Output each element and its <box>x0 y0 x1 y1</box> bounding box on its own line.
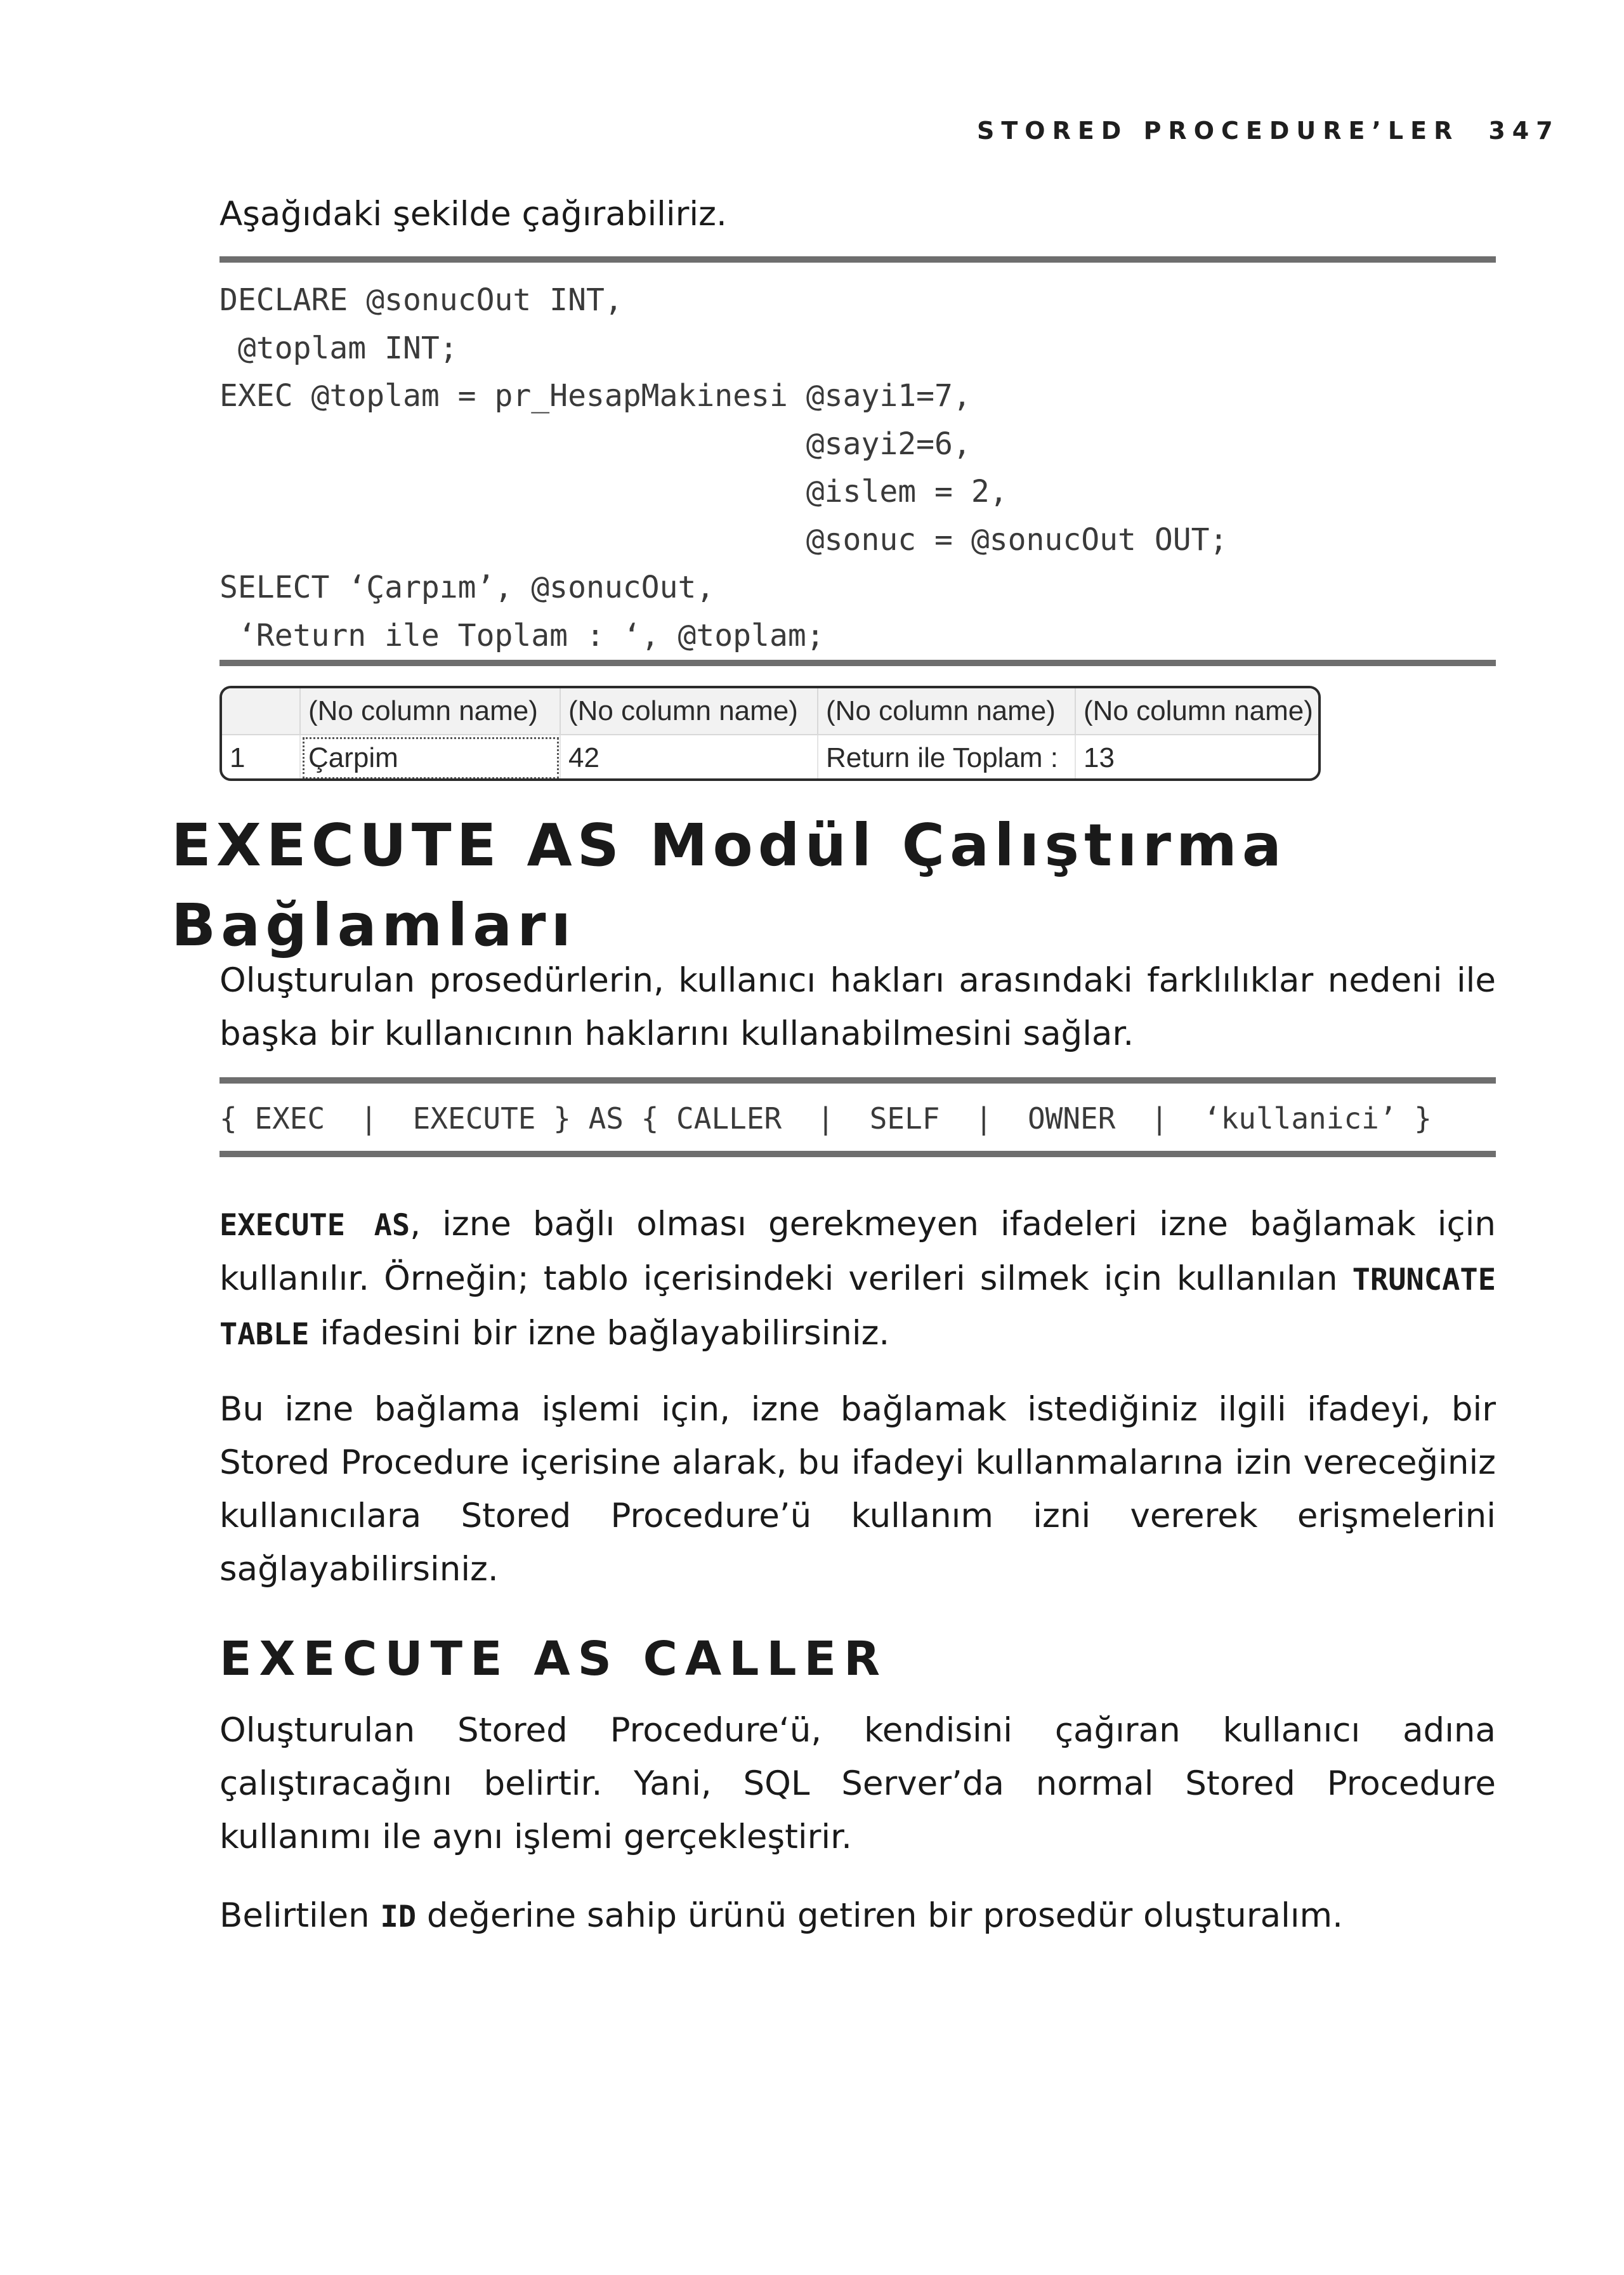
paragraph-5-text-b: değerine sahip ürünü getiren bir prosedür oluşturalım. <box>416 1896 1344 1935</box>
paragraph-4: Oluşturulan Stored Procedure‘ü, kendisini çağıran kullanıcı adına çalıştıracağını belirtir. Yani, SQL Server’da normal Stored Procedure kullanımı ile aynı işlemi gerçekleştirir. <box>219 1711 1496 1856</box>
subheading-execute-as-caller: EXECUTE AS CALLER <box>219 1632 888 1686</box>
running-head <box>977 117 1586 145</box>
results-header-row <box>222 688 1318 735</box>
code-block-exec: DECLARE @sonucOut INT, @toplam INT; EXEC @toplam = pr_HesapMakinesi @sayi1=7, @sayi2=6, @islem = 2, @sonuc = @sonucOut OUT; SELECT ‘Çarpım’, @sonucOut, ‘Return ile Toplam : ‘, @toplam; <box>219 282 1228 653</box>
results-cell[interactable]: Return ile Toplam : <box>818 735 1076 781</box>
section-heading-line1: EXECUTE AS Modül Çalıştırma <box>171 811 1287 879</box>
paragraph-1: Oluşturulan prosedürlerin, kullanıcı hakları arasındaki farklılıklar nedeni ile başka bir kullanıcının haklarını kullanabilmesini sağlar. <box>219 961 1496 1053</box>
section-heading-line2: Bağlamları <box>171 891 577 959</box>
paragraph-2 <box>219 1198 1496 1361</box>
syntax-rule-bottom <box>219 1151 1496 1157</box>
paragraph-2-text-b: ifadesini bir izne bağlayabilirsiniz. <box>309 1314 890 1353</box>
results-cell[interactable]: 42 <box>561 735 818 781</box>
syntax-rule-top <box>219 1077 1496 1084</box>
inline-code-id: ID <box>380 1899 417 1934</box>
running-head-title: STORED PROCEDURE’LER <box>977 117 1460 145</box>
results-grid <box>219 686 1321 781</box>
paragraph-2-text-a: , izne bağlı olması gerekmeyen ifadeleri izne bağlamak için kullanılır. Örneğin; tablo içerisindeki verileri silmek için kullanılan <box>219 1205 1496 1298</box>
intro-text: Aşağıdaki şekilde çağırabiliriz. <box>219 195 727 233</box>
page-number: 347 <box>1488 117 1560 145</box>
results-header-cell[interactable]: (No column name) <box>1084 695 1313 726</box>
inline-code-truncate-table: TRUNCATE TABLE <box>219 1262 1496 1352</box>
inline-code-execute-as: EXECUTE AS <box>219 1208 410 1243</box>
paragraph-5-text-a: Belirtilen <box>219 1896 381 1935</box>
results-data-row <box>222 735 1318 781</box>
syntax-block: { EXEC | EXECUTE } AS { CALLER | SELF | OWNER | ‘kullanici’ } <box>219 1101 1432 1136</box>
results-header-cell[interactable]: (No column name) <box>818 688 1076 734</box>
code-rule-top <box>219 256 1496 263</box>
results-header-cell[interactable]: (No column name) <box>301 688 561 734</box>
row-number: 1 <box>222 735 301 781</box>
paragraph-3: Bu izne bağlama işlemi için, izne bağlamak istediğiniz ilgili ifadeyi, bir Stored Procedure içerisine alarak, bu ifadeyi kullanmalarına izin vereceğiniz kullanıcılara Stored Procedure’ü kullanım izni vererek erişmelerini sağlayabilirsiniz. <box>219 1390 1496 1589</box>
results-cell[interactable]: Çarpim <box>301 735 561 781</box>
results-corner <box>222 688 301 734</box>
paragraph-5 <box>219 1889 1496 1944</box>
results-cell[interactable]: 13 <box>1084 742 1115 773</box>
code-rule-bottom <box>219 660 1496 666</box>
results-header-cell[interactable]: (No column name) <box>561 688 818 734</box>
